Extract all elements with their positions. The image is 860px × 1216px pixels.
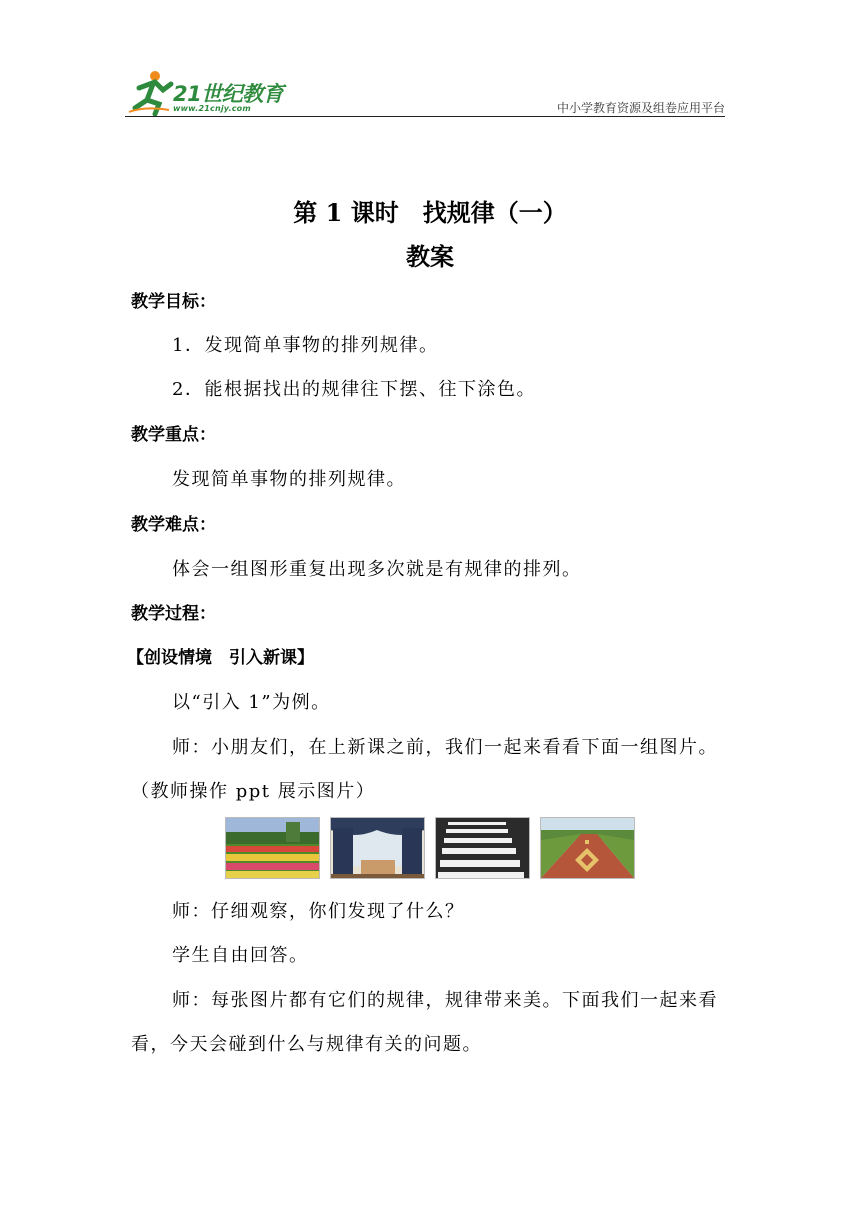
goal-1: 1．发现简单事物的排列规律。 [172,335,439,356]
goal-2: 2．能根据找出的规律往下摆、往下涂色。 [172,379,536,400]
pattern-photos [225,817,645,879]
difficult-points-text: 体会一组图形重复出现多次就是有规律的排列。 [172,559,582,580]
patterned-path-photo [540,817,635,879]
key-points-text: 发现简单事物的排列规律。 [172,469,406,490]
key-points-heading: 教学重点： [131,425,216,445]
lesson-subtitle: 教案 [406,242,454,271]
paragraph-teacher-2: 师：仔细观察，你们发现了什么？ [172,901,465,922]
goals-heading: 教学目标： [131,292,216,312]
paragraph-intro: 以“引入 1”为例。 [172,692,331,713]
curtain-room-photo [330,817,425,879]
paragraph-teacher-3-cont: 看，今天会碰到什么与规律有关的问题。 [131,1034,482,1055]
crosswalk-photo [435,817,530,879]
paragraph-teacher-3: 师：每张图片都有它们的规律，规律带来美。下面我们一起来看 [172,990,718,1011]
page-header [125,68,725,118]
logo-url: www.21cnjy.com [173,104,251,113]
paragraph-students: 学生自由回答。 [172,945,309,966]
runner-logo-icon [125,68,175,116]
process-heading: 教学过程： [131,604,216,624]
logo [125,68,295,116]
paragraph-teacher-1: 师：小朋友们，在上新课之前，我们一起来看看下面一组图片。 [172,737,718,758]
lesson-title: 第 1 课时 找规律（一） [293,198,567,227]
paragraph-teacher-1-note: （教师操作 ppt 展示图片） [131,781,376,802]
header-divider [125,116,725,117]
tulip-field-photo [225,817,320,879]
difficult-points-heading: 教学难点： [131,515,216,535]
stage-heading: 【创设情境 引入新课】 [127,648,314,668]
logo-text: 21世纪教育 [173,82,284,106]
header-platform-text: 中小学教育资源及组卷应用平台 [556,101,725,115]
